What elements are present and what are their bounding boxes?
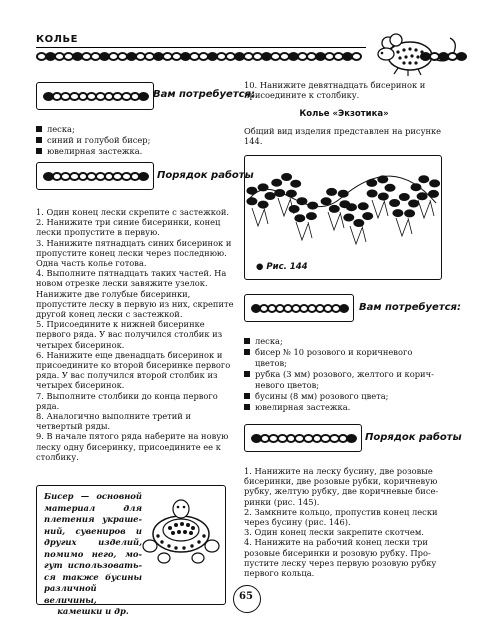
instruction-step: 3. Один конец лески закрепите скотчем. (244, 527, 424, 538)
bead-mark (346, 203, 357, 211)
material-item: леска; (244, 336, 444, 347)
instruction-step: 3. Нанижите пятнадцать синих бисеринок и пропустите конец лески через последнюю. Одна часть колье готова. (36, 237, 232, 269)
bead-band-illustration (36, 82, 154, 110)
bead-band-illustration (36, 162, 154, 190)
bead (339, 304, 349, 313)
bead-band-illustration (244, 424, 362, 452)
figure-bullet-icon: ● (256, 262, 264, 272)
bead-mark (377, 175, 388, 183)
instruction-step: 2. Замкните кольцо, пропустив конец лески через бусину (рис. 146). (244, 506, 438, 528)
material-item: бисер № 10 розового и коричневого цветов; (244, 347, 444, 369)
material-item: бусины (8 мм) розового цвета; (244, 391, 444, 402)
page-number: 65 (239, 591, 253, 602)
bead-mark (307, 202, 318, 210)
necklace-exotic-heading: Колье «Экзотика» (299, 109, 389, 119)
material-item: леска; (36, 124, 236, 135)
bead-mark (378, 193, 389, 201)
bead-band-illustration (244, 294, 354, 322)
bead (456, 52, 467, 61)
bead-mark (289, 205, 300, 213)
instruction-step: 1. Нанижите на леску бусину, две розовые бисеринки, две розовые рубки, коричневую рубку, желтую рубку, две коричневые бисеринки (рис. 145). (244, 466, 439, 507)
material-item: ювелирная застежка. (244, 402, 444, 413)
bead-mark (411, 183, 422, 191)
bead-mark (404, 209, 415, 217)
bead-mark (389, 199, 400, 207)
instruction-step: 6. Нанижите еще двенадцать бисеринок и присоедините ко второй бисеринке первого ряда. У вас получился второй столбик из четырех бисеринок. (36, 349, 231, 391)
bead-mark (392, 209, 403, 217)
order-heading-right: Порядок работы (365, 432, 462, 443)
figure-144-caption (256, 262, 308, 272)
bead-mark (297, 197, 308, 205)
bead-mark (265, 192, 276, 200)
materials-heading-right: Вам потребуется: (359, 302, 461, 313)
step-10-text: 10. Нанижите девятнадцать бисеринок и присоедините к столбику. (244, 80, 426, 101)
drop-strand (328, 212, 344, 230)
instruction-step: 4. Нанижите на рабочий конец лески три розовые бисеринки и розовую рубку. Пропустите леску через первую розовую рубку первого кольца. (244, 537, 437, 579)
instruction-step: 7. Выполните столбики до конца первого ряда. (36, 390, 218, 411)
bead-mark (258, 183, 269, 191)
header-rule (36, 47, 366, 48)
info-box-text: Бисер — основной материал для плетения украшений, сувениров и других изделий, помимо него, могут использоваться также бусины различной величины, камешки и др. (44, 491, 142, 616)
material-item: синий и голубой бисер; (36, 135, 236, 146)
drop-strand (296, 222, 312, 240)
bead-mark (271, 179, 282, 187)
bead-mark (294, 214, 305, 222)
bead-mark (329, 205, 340, 213)
order-heading: Порядок работы (157, 170, 254, 181)
bead-mark (290, 180, 301, 188)
bead-mark (326, 188, 337, 196)
bead-mark (258, 201, 269, 209)
bead-mark (399, 193, 410, 201)
bead-mark (428, 190, 439, 198)
bead-mark (306, 212, 317, 220)
instruction-step: 1. Один конец лески скрепите с застежкой. (36, 207, 230, 217)
drop-strand (252, 208, 268, 226)
instruction-step: 9. В начале пятого ряда наберите на новую леску одну бисеринку, присоедините ее к столбику. (36, 431, 229, 462)
figure-caption-text: Рис. 144 (266, 262, 308, 272)
bead-mark (417, 192, 428, 200)
bead-mark (362, 212, 373, 220)
bead-mark (367, 190, 378, 198)
bead-mark (281, 173, 292, 181)
header-bead-border (36, 52, 366, 61)
instructions-text-right (244, 466, 444, 578)
drop-strand (418, 200, 434, 218)
bead-mark (353, 219, 364, 227)
instruction-step: 2. Нанижите три синие бисеринки, конец лески пропустите в первую. (36, 217, 221, 238)
beaded-turtle-illustration (140, 494, 222, 569)
bead-mark (246, 197, 257, 205)
bead-mark (338, 190, 349, 198)
bead-mark (385, 184, 396, 192)
bead (138, 92, 149, 101)
material-item: ювелирная застежка. (36, 146, 236, 157)
instruction-step: 8. Аналогично выполните третий и четвертый ряды. (36, 411, 191, 432)
figure-144-necklace (246, 158, 440, 258)
bead-mark (286, 190, 297, 198)
bead-mark (246, 187, 257, 195)
bead (138, 172, 149, 181)
instructions-text (36, 207, 234, 462)
bead-mark (343, 214, 354, 222)
instruction-step: 5. Присоедините к нижней бисеринке первого ряда. У вас получился столбик из четырех бисеринок. (36, 319, 223, 350)
header-bead-border-right (420, 52, 465, 61)
bead-mark (274, 189, 285, 197)
drop-strand (372, 200, 388, 218)
drop-strand (350, 226, 366, 244)
exotic-intro-text: Общий вид изделия представлен на рисунке 144. (244, 126, 442, 147)
bead (346, 434, 357, 443)
bead-mark (321, 197, 332, 205)
bead-mark (358, 202, 369, 210)
bead-mark (429, 179, 440, 187)
bead-mark (418, 175, 429, 183)
drop-strand (396, 218, 412, 236)
materials-list (36, 124, 236, 157)
materials-list-right (244, 336, 444, 413)
materials-heading: Вам потребуется: (153, 89, 255, 100)
instruction-step: 4. Выполните пятнадцать таких частей. На новом отрезке лески завяжите узелок. Нанижите две голубые бисеринки, пропустите леску в первую из них, скрепите другой конец лески с застежкой. (36, 268, 234, 320)
bead (351, 52, 362, 61)
bead-mark (408, 200, 419, 208)
material-item: рубка (3 мм) розового, желтого и коричневого цветов; (244, 369, 444, 391)
bead-mark (366, 179, 377, 187)
section-title: КОЛЬЕ (36, 34, 78, 45)
